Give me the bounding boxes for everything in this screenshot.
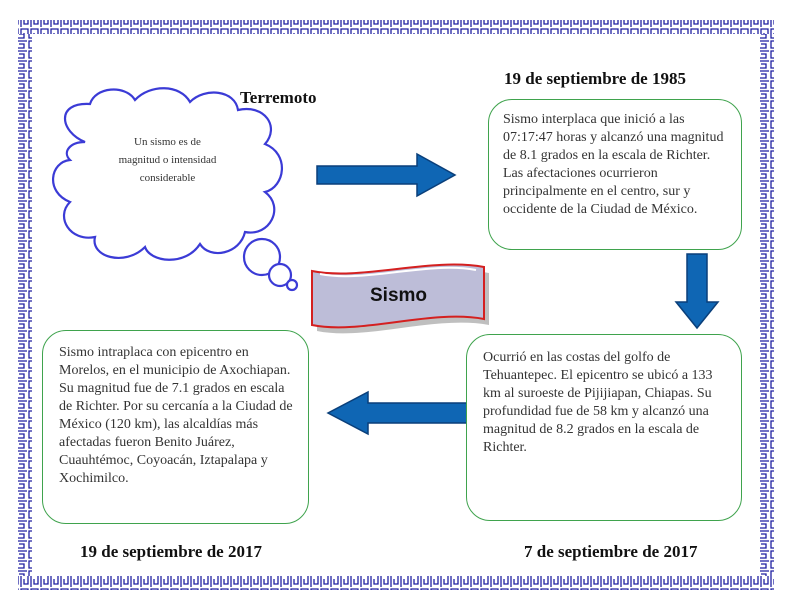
event-sep19-2017-box (42, 330, 309, 524)
event-sep19-2017-text: Sismo intraplaca con epicentro en Morelos, en el municipio de Axochiapan. Su magnitud fue de 7.1 grados en escala de Richter. Por su cercanía a la Ciudad de México (120 km), las alcaldías más afectadas fueron Benito Juárez, Cuauhtémoc, Coyoacán, Iztapalapa y Xochimilco. (59, 345, 293, 486)
thought-cloud (40, 82, 310, 297)
banner-label: Sismo (370, 285, 428, 306)
event-1985-box (488, 99, 742, 250)
event-1985-date: 19 de septiembre de 1985 (504, 69, 686, 88)
arrow-left-icon (322, 388, 474, 438)
arrow-right-icon (312, 150, 462, 200)
event-sep19-2017-date: 19 de septiembre de 2017 (80, 542, 262, 561)
cloud-definition: Un sismo es de magnitud o intensidad considerable (118, 136, 217, 184)
arrow-down-icon (672, 250, 722, 332)
cloud-title: Terremoto (240, 88, 317, 107)
event-sep7-2017-date: 7 de septiembre de 2017 (524, 542, 698, 561)
event-1985-text: Sismo interplaca que inició a las 07:17:47 horas y alcanzó una magnitud de 8.1 grados en la escala de Richter. Las afectaciones ocurrieron principalmente en el centro, sur y occidente de la Ciudad de México. (503, 112, 724, 217)
event-sep7-2017-box (466, 334, 742, 521)
event-sep7-2017-text: Ocurrió en las costas del golfo de Tehuantepec. El epicentro se ubicó a 133 km al suroeste de Pijijiapan, Chiapas. Su profundidad fue de 58 km y alcanzó una magnitud de 8.2 grados en la escala de Richter. (483, 350, 713, 455)
